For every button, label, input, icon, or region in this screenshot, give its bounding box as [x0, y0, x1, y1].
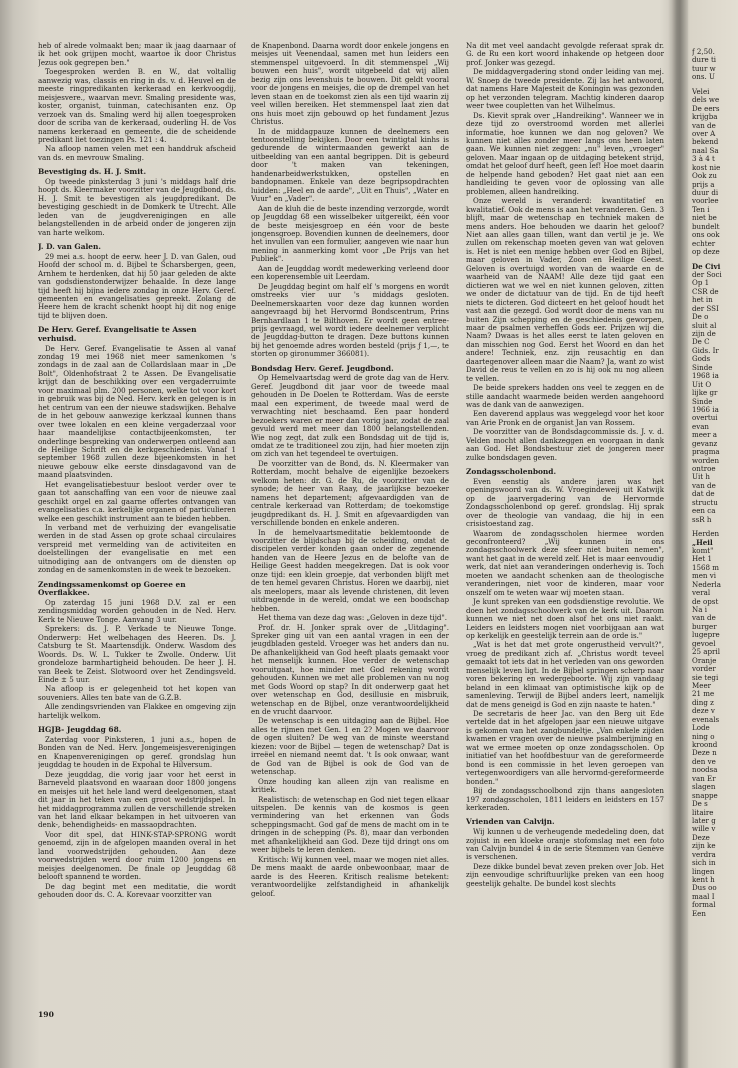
right-page-text-fragment: kroond	[692, 741, 718, 749]
article-paragraph: Op Hemelvaartsdag werd de grote dag van de Herv. Geref. Jeugdbond dit jaar voor de tweede maal gehouden in De Doelen te Rotterdam. Was de eerste maal een experiment, de tweede maal werd de verwachting niet beschaamd. Een paar honderd bezoekers waren er meer dan vorig jaar, zodat de zaal gevuld werd met meer dan 1800 belangstellenden. Wie nog zegt, dat zulk een Bondsdag uit de tijd is, omdat ze te traditioneel zou zijn, had hier moeten zijn om zich van het tegendeel te overtuigen.	[251, 373, 449, 459]
right-page-text-fragment: Oranje	[692, 656, 717, 665]
article-paragraph: Zaterdag voor Pinksteren, 1 juni a.s., hopen de Bonden van de Ned. Herv. Jongemeisjesverenigingen en Knapenverenigingen op geref. grondslag hun jeugddag te houden in de Expohal te Hilversum.	[38, 734, 236, 770]
right-page-text-fragment: Deze	[692, 833, 710, 842]
right-page-text-fragment: ssR h	[692, 515, 712, 524]
right-page-text-fragment: der Soci	[692, 270, 722, 279]
right-page-text-fragment: ons ook	[692, 231, 720, 240]
right-page-text-fragment: sie tegi	[692, 673, 719, 682]
right-page-text-fragment: niet be	[692, 214, 717, 223]
article-heading: Zendingssamenkomst op Goeree en Overflakkee.	[38, 579, 186, 598]
right-page-text-fragment: burger	[692, 622, 717, 631]
right-page-text-fragment: 1568 m	[692, 563, 720, 572]
right-page-text-fragment: 3 à 4 t	[692, 155, 715, 164]
right-page-text-fragment: pragma	[692, 448, 720, 457]
right-page-text-fragment: dels we	[692, 96, 720, 105]
right-page-text-fragment: later g	[692, 816, 716, 825]
right-page-text-fragment: van de	[692, 481, 716, 490]
right-page-text-fragment: Ook zu	[692, 172, 717, 181]
right-page-text-fragment: kost nie	[692, 163, 721, 172]
right-page-text-fragment: litaire	[692, 808, 714, 817]
article-paragraph: 29 mei a.s. hoopt de eerw. heer J. D. van Galen, oud Hoofd der school m. d. Bijbel te Scharsbergen, geen, Arnhem te herdenken, dat hij 50 jaar geleden de akte van godsdienstonderwijzer behaalde. In deze lange tijd heeft hij bijna iedere zondag in onze Herv. Geref. gemeenten en evangelisaties gepreekt. Zolang de Heere hem de kracht schenkt hoopt hij dit nog enige tijd te blijven doen.	[38, 251, 236, 320]
right-page-text-fragment: ning o	[692, 732, 715, 741]
article-heading: HGJB- Jeugddag 68.	[38, 725, 122, 735]
right-page-text-fragment: ons. U	[692, 73, 715, 82]
right-page-text-fragment: Gods	[692, 355, 711, 364]
right-page-text-fragment: lingen	[692, 867, 715, 876]
right-page-text-fragment: Dus oo	[692, 884, 717, 893]
right-page-text-fragment: lugepre	[692, 631, 720, 640]
article-paragraph: De dag begint met een meditatie, die wordt gehouden door ds. C. A. Korevaar voorzitter van	[38, 881, 236, 900]
column-3	[466, 42, 664, 1002]
right-page-text-fragment: Uit h	[692, 473, 710, 482]
right-page-text-fragment: de opst	[692, 597, 719, 606]
right-page-text-fragment: wille v	[692, 825, 716, 834]
article-paragraph: De beide sprekers hadden ons veel te zeggen en de stille aandacht waarmede beiden werden aangehoord was de dank van de aanwezigen.	[466, 383, 664, 410]
right-page-text-fragment: voorlee	[692, 197, 719, 206]
article-heading: Bondsdag Herv. Geref. Jeugdbond.	[251, 363, 394, 373]
right-page-text-fragment: ding z	[692, 698, 714, 707]
article-paragraph: Onze houding kan alleen zijn van realisme en kritiek.	[251, 776, 449, 795]
article-paragraph: heb of alrede volmaakt ben; maar ik jaag daarnaar of ik het ook grijpen mocht, waartoe ik door Christus Jezus ook gegrepen ben."	[38, 42, 236, 67]
right-page-text-fragment: echter	[692, 239, 716, 248]
right-page-text-fragment: Velei	[692, 87, 710, 96]
article-paragraph: Na afloop is er gelegenheid tot het kopen van souveniers. Alles ten bate van de G.Z.B.	[38, 684, 236, 702]
article-paragraph: Waarom de zondagsscholen hiermee worden geconfronteerd? „Wij kunnen in ons zondagsschoolwerk deze sfeer niet buiten nemen", want het gaat in de wereld zelf. Het is maar eenvoudig werk, dat niet aan veranderingen onderhevig is. Toch moeten we aandacht schenken aan de theologische veranderingen, niet voor de kinderen, maar voor onszelf om te weten waar wij moeten staan.	[466, 528, 664, 597]
right-page-text-fragment: men vi	[692, 572, 717, 581]
right-page-text-fragment: structu	[692, 498, 718, 507]
right-page-text-fragment: sluit al	[692, 321, 717, 330]
article-paragraph: Aan de Jeugddag wordt medewerking verleend door een koperensemble uit Leerdam.	[251, 263, 449, 282]
right-page-text-fragment: gevanz	[692, 439, 718, 448]
right-page-text-fragment: 21 me	[692, 690, 715, 699]
right-page-text-fragment: 25 april	[692, 648, 720, 657]
article-paragraph: De voorzitter van de Bondsdagcommissie ds. J. v. d. Velden mocht allen dankzeggen en voorgaan in dank aan God. Het Bondsbestuur ziet de jongeren meer zulke bondsdagen geven.	[466, 427, 664, 462]
right-page-text-fragment: De Civi	[692, 262, 721, 271]
right-page-edge	[692, 48, 738, 1018]
right-page-text-fragment: deze v	[692, 707, 715, 716]
article-paragraph: Deze jeugddag, die vorig jaar voor het eerst in Barneveld plaatsvond en waaraan door 1800 jongens en meisjes uit het hele land werd deelgenomen, staat dit jaar in het teken van een groot wedstrijdspel. In het middagprogramma zullen de verschillende streken van het land elkaar bekampen in het uitvoeren van denk-, behendigheids- en massaopdrachten.	[38, 769, 236, 830]
right-page-text-fragment: het in	[692, 296, 713, 305]
article-heading: Bevestiging ds. H. J. Smit.	[38, 167, 147, 177]
right-page-text-strip	[692, 48, 738, 918]
article-paragraph: De voorzitter van de Bond, ds. N. Kleermaker van Rotterdam, mocht behalve de eigenlijke bezoekers welkom heten: dr. G. de Ru, de voorzitter van de synode; de heer van Raay, de jaarlijkse bezoeker namens het departement; afgevaardigden van de centrale kerkeraad van Rotterdam; de toekomstige jeugdpredikant ds. H. J. Smit en afgevaardigden van verschillende bonden en enkele anderen.	[251, 458, 449, 528]
right-page-text-fragment: overtui	[692, 414, 718, 423]
right-page-text-fragment: Uit O	[692, 380, 712, 389]
right-page-text-fragment: komt"	[692, 546, 714, 555]
right-page-text-fragment: bekend	[692, 138, 719, 147]
article-paragraph: Bij de zondagsschoolbond zijn thans aangesloten 197 zondagsscholen, 1811 leiders en leidsters en 157 kerkeraden.	[466, 786, 664, 813]
article-paragraph: Het thema van deze dag was: „Geloven in deze tijd".	[258, 613, 447, 623]
right-page-text-fragment: dure ti	[692, 56, 717, 65]
article-paragraph: „Wat is het dat met grote ongerustheid vervult?", vroeg de predikant zich af. „Christus wordt teveel gemaakt tot iets dat in het verleden van ons geworden menselijk leven ligt. In de Bijbel springen scherp naar voren bekering en wedergeboorte. Wij zijn vandaag beland in een klimaat van optimistische kijk op de samenleving. Terwijl de Bijbel anders leert, namelijk dat de mens geneigd is God en zijn naaste te haten."	[466, 640, 664, 709]
right-page-text-fragment: snappe	[692, 791, 718, 800]
right-page-text-fragment: van de	[692, 121, 716, 130]
right-page-text-fragment: duur di	[692, 189, 719, 197]
right-page-text-fragment: Sinde	[692, 363, 713, 372]
right-page-text-fragment: vorder	[692, 665, 716, 674]
article-paragraph: Realistisch: de wetenschap en God niet tegen elkaar uitspelen. De kennis van de kosmos is geen vermindering van het erkennen van Gods scheppingsmacht. God gaf de mens de macht om in te dringen in de schepping (Ps. 8), maar dan verbonden met afhankelijkheid aan God. Deze tijd dringt ons om weer bijbels te leren denken.	[251, 794, 449, 855]
right-page-text-fragment: evenals	[692, 715, 720, 724]
article-paragraph: Het evangelisatiebestuur besloot verder over te gaan tot aanschaffing van een voor de nieuwe zaal geschikt orgel en zal gaarne offertes ontvangen van evangelisaties c.a. kerkelijke organen of particulieren welke een geschikt instrument aan te bieden hebben.	[38, 479, 236, 523]
article-heading: Zondagsscholenbond.	[466, 467, 557, 477]
right-page-text-fragment: Deze n	[692, 749, 717, 758]
right-page-text-fragment: Sinde	[692, 397, 713, 406]
article-heading: Vrienden van Calvijn.	[466, 817, 555, 827]
right-page-text-fragment: zijn ke	[692, 842, 716, 851]
right-page-text-fragment: Het 1	[692, 555, 713, 564]
right-page-text-fragment: evan	[692, 422, 710, 431]
right-page-text-fragment: zijn de	[692, 330, 716, 338]
right-page-text-fragment: Op 1	[692, 279, 710, 288]
right-page-text-fragment: sich in	[692, 859, 716, 868]
right-page-text-fragment: Na i	[692, 606, 707, 614]
right-page-text-fragment: CSR de	[692, 287, 719, 296]
right-page-text-fragment: Een	[692, 909, 706, 918]
right-page-text-fragment: maal I	[692, 892, 715, 901]
article-paragraph: Op tweede pinksterdag 3 juni 's middags half drie hoopt ds. Kleermaker voorzitter van de Jeugdbond, ds. H. J. Smit te bevestigen als jeugdpredikant. De bevestiging geschiedt in de Domkerk te Utrecht. Alle leden van de jeugdverenigingen en alle belangstellenden in de arbeid onder de jongeren zijn van harte welkom.	[38, 176, 236, 237]
article-paragraph: Ds. Kievit sprak over „Handreiking". Wanneer we in deze tijd zo overstroomd worden met allerlei informatie, hoe kunnen we dan nog geloven? We kunnen niet alles zonder meer langs ons heen laten gaan. We kunnen niet zeggen: „nu" leven, „vroeger" geloven. Maar ingaan op de uitdaging betekent strijd, omdat het geloof durf heeft, geen lef! Hoe moet daarin de helpende hand geboden? Het gaat niet aan een handleiding te geven voor de oplossing van alle problemen, alleen handreiking.	[466, 110, 664, 196]
right-page-text-fragment: Herden	[692, 530, 720, 539]
article-heading: J. D. van Galen.	[38, 242, 101, 252]
right-page-text-fragment: De s	[692, 800, 708, 809]
right-page-text-fragment: verdra	[692, 850, 716, 859]
right-page-text-fragment: gevoel	[692, 639, 716, 648]
right-page-text-fragment: naal Sa	[692, 146, 719, 155]
page-number: 190	[38, 1010, 54, 1019]
right-page-text-fragment: „Heil	[692, 538, 713, 547]
right-page-text-fragment: ontroe	[692, 465, 716, 473]
right-page-text-fragment: 1968 ia	[692, 372, 719, 381]
column-2	[251, 42, 449, 1002]
right-page-text-fragment: krijgba	[692, 113, 718, 122]
right-page-text-fragment: dat de	[692, 490, 715, 499]
article-paragraph: In de hemelvaartsmeditatie beklemtoonde de voorzitter de blijdschap bij de scheiding, omdat de discipelen verder konden gaan onder de zegenende handen van de Heere Jezus en de belofte van de Heilige Geest hadden meegekregen. Dat is ook voor onze tijd: een klein groepje, dat verbonden blijft met de ten hemel gevaren Christus. Horen we daarbij, niet als meelopers, maar als levende christenen, dit leven uitdragende in de wereld, omdat we een boodschap hebben.	[251, 527, 449, 613]
article-paragraph: Onze wereld is veranderd: kwantitatief en kwalitatief. Ook de mens is aan het veranderen. Gen. 3 blijft, maar de wetenschap en techniek maken de mens anders. Hoe behouden we daarin het geloof? Niet aan alles gaan tillen, want dan vertil je je. We zullen om rekenschap moeten geven van wat geloven is. Het is niet een menige hebben over God en Bijbel, maar geloven in Vader, Zoon en Heilige Geest. Geloven is overtuigd worden van de waarde en de waarheid van de NAAM! Alle deze tijd gaat een dictieren wat we wel en niet kunnen geloven, zitten we onder de dictatuur van de tijd. En de tijd heeft niets te dicteren. God dicteert en het geloof houdt het vast aan die gezegd. God wordt door de mens van nu buiten Zijn schepping en de geschiedenis geworpen, maar de psalmen verheffen Gods eer. Prijzen wij die Naam? Dwaas is het alles eerst te laten geloven en dan misschien nog God. Eerst het Woord en dan het andere! Techniek, enz. zijn reusachtig en dan daartegenover alleen maar die Naam? Ja, want zo wist David de reus te vellen en zo is hij ook nu nog alleen te vellen.	[466, 196, 664, 383]
column-1	[38, 42, 236, 1002]
right-page-text-fragment: lijke gr	[692, 389, 718, 398]
article-paragraph: De wetenschap is een uitdaging aan de Bijbel. Hoe alles te rijmen met Gen. 1 en 2? Mogen we daarvoor de ogen sluiten? De weg van de minste weerstand kiezen: voor de Bijbel — tegen de wetenschap? Dat is irreëel en niemand neemt dat. 't Is ook onwaar, want de God van de Bijbel is ook de God van de wetenschap.	[251, 716, 449, 777]
right-page-text-fragment: De C	[692, 338, 710, 347]
page-fold-shadow	[668, 0, 688, 1068]
right-page-text-fragment: 1966 ia	[692, 405, 719, 414]
right-page-text-fragment: op deze	[692, 248, 720, 257]
right-page-text-fragment: slagen	[692, 783, 716, 792]
right-page-text-fragment: Meer	[692, 681, 712, 690]
right-page-text-fragment: noodsa	[692, 766, 718, 775]
article-paragraph: Toegesproken werden B. en W., dat voltallig aanwezig was, classis en ring in ds. v. d. Heuvel en de meeste ringpredikanten kerkeraad en kerkvoogdij, meisjesvere., waarvan mevr. Smaling presidente was, koster, organist, tuinman, catechisanten enz. Op verzoek van ds. Smaling werd hij allen toegesproken door de scriba van de kerkeraad, ouderling H. de Vos namens kerkeraad en gemeente, die de scheidende predikant liet toezingen Ps. 121 : 4.	[38, 67, 236, 144]
article-paragraph: Een daverend applaus was weggelegd voor het koor van Arie Pronk en de organist Jan van Rossem.	[466, 409, 664, 427]
article-paragraph: Op zaterdag 15 juni 1968 D.V. zal er een zendingsmiddag worden gehouden in de Ned. Herv. Kerk te Nieuwe Tonge. Aanvang 3 uur.	[38, 597, 236, 624]
right-page-text-fragment: ƒ 2,50.	[692, 48, 715, 56]
right-page-text-fragment: Gids. Ir	[692, 346, 719, 355]
article-paragraph: Even eenstig als andere jaren was het openingswoord van ds. W. Vroegindeweij uit Katwijk op de jaarvergadering van de Hervormde Zondagsscholenbond op geref. grondslag. Hij sprak over de theologie van vandaag, die hij in een crisistoestand zag.	[466, 476, 664, 529]
article-paragraph: In verband met de verhuizing der evangelisatie werden in de stad Assen op grote schaal circulaires verspreid met vermelding van de activiteiten en doelstellingen der evangelisatie en met een uitnodiging aan de ontvangers om de diensten op zondag en de samenkomsten in de week te bezoeken.	[38, 523, 236, 575]
article-paragraph: Voor dit spel, dat HINK-STAP-SPRONG wordt genoemd, zijn in de afgelopen maanden overal in het land voorwedstrijden gehouden. Aan deze voorwedstrijden werd door ruim 1200 jongens en meisjes deelgenomen. De finale op Jeugddag 68 belooft spannend te worden.	[38, 829, 236, 882]
article-paragraph: Alle zendingsvrienden van Flakkee en omgeving zijn hartelijk welkom.	[38, 702, 236, 720]
right-page-text-fragment: Ten i	[692, 205, 710, 214]
article-paragraph: Wij kunnen u de verheugende mededeling doen, dat zojuist in een kloeke oranje stofomslag met een foto van Calvijn bundel 4 in de serie Stemmen van Genève is verschenen.	[466, 827, 664, 862]
right-page-text-fragment: van Er	[692, 774, 716, 783]
article-paragraph: Je kunt spreken van een godsdienstige revolutie. We doen het zondagsschoolwerk van de kerk uit. Daarom kunnen we niet net doen alsof het ons niet raakt. Leiders en leidsters mogen niet voorbijgaan aan wat op kerkelijk en geestelijk terrein aan de orde is."	[466, 597, 664, 640]
right-page-text-fragment: prijs a	[692, 180, 715, 189]
right-page-text-fragment: worden	[692, 456, 720, 465]
right-page-text-fragment: over A	[692, 129, 716, 138]
right-page-text-fragment: den ve	[692, 757, 716, 766]
article-paragraph: In de middagpauze kunnen de deelnemers een tentoonstelling bekijken. Door een twintigtal kinhs is gedurende de wintermaanden gewerkt aan de uitbeelding van een aantal begrippen. Dit is gebeurd door 't maken van tekeningen, handenarbeidwerkstukken, opstellen en bandopnamen. Enkele van deze begripsopdrachten luidden: „Heel en de aarde", „Uit en Thuis", „Water en Vuur" en „Vader".	[251, 126, 449, 204]
article-paragraph: Deze dikke bundel bevat zeven preken over Job. Het zijn eenvoudige schriftuurlijke preken van een hoog geestelijk gehalte. De bundel kost slechts	[466, 861, 664, 888]
right-page-text-fragment: Nederla	[692, 580, 722, 589]
right-page-text-fragment: De o	[692, 313, 709, 322]
right-page-text-fragment: Lode	[692, 724, 710, 733]
article-paragraph: Na afloop namen velen met een handdruk afscheid van ds. en mevrouw Smaling.	[38, 144, 236, 162]
right-page-text-fragment: kent h	[692, 876, 715, 884]
right-page-text-fragment: meer a	[692, 431, 717, 440]
article-paragraph: De Jeugddag begint om half elf 's morgens en wordt omstreeks vier uur 's middags gesloten. Deelnemerskaarten voor deze dag kunnen worden aangevraagd bij het Hervormd Bondscentrum, Prins Bernhardlaan 1 te Bilthoven. Er wordt geen entree-prijs gevraagd, wel wordt iedere deelnemer verplicht de Jeugddag-button te dragen. Deze buttons kunnen bij het genoemde adres worden besteld (prijs ƒ 1,—, te storten op gironummer 366081).	[251, 281, 449, 359]
article-paragraph: Prof. dr. H. Jonker sprak over de „Uitdaging". Spreker ging uit van een aantal vragen in een der jeugdbladen gesteld. Vroeger was het anders dan nu. De afhankelijkheid van God heeft plaats gemaakt voor het menselijk kunnen. Hoe verder de wetenschap vooruitgaat, hoe minder met God rekening wordt gehouden. Kunnen we met alle problemen van nu nog met Gods Woord op stap? In dit onderwerp gaat het over wetenschap en God, desillusie en misbruik, wetenschap en de Bijbel, onze verantwoordelijkheid en de vrucht daarvoor.	[251, 622, 449, 717]
article-paragraph: De secretaris de heer Jac. van den Berg uit Ede vertelde dat in het afgelopen jaar een nieuwe uitgave is gekomen van het zangbundeltje. „Van enkele zijden kwamen er vragen over de nieuwe psalmberijming en wat we ermee moeten op onze zondagsscholen. Op initiatief van het hoofdbestuur van de gereformeerde bond is een commissie in het leven geroepen van vertegenwoordigers van alle hervormd-gereformeerde bonden."	[466, 709, 664, 786]
article-paragraph: Aan de kluh die de beste inzending verzorgde, wordt op Jeugddag 68 een wisselbeker uitgereikt, één voor de beste meisjesgroep en één voor de beste jongensgroep. Bovendien kunnen de deelnemers, door het invullen van een formulier, aangeven wie naar hun mening in aanmerking komt voor „De Prijs van het Publiek".	[251, 203, 449, 264]
right-page-text-fragment: formal	[692, 901, 716, 910]
article-paragraph: Sprekers: ds. J. P. Verkade te Nieuwe Tonge. Onderwerp: Het welbehagen des Heeren. Ds. J. Catsburg te St. Maartensdijk. Onderw. Wasdom des Woords. Ds. W. L. Tukker te Zwolle. Onderw. Uit grondeloze barmhartigheid behouden. De heer J. H. van Beek te Zeist. Slotwoord over het Zendingsveld. Einde ± 5 uur.	[38, 624, 236, 685]
article-paragraph: Na dit met veel aandacht gevolgde referaat sprak dr. G. de Ru een kort woord inhakende op hetgeen door prof. Jonker was gezegd.	[466, 42, 664, 67]
right-page-text-fragment: een ca	[692, 507, 716, 516]
article-paragraph: Kritisch: Wij kunnen veel, maar we mogen niet alles. De mens maakt de aarde onbewoonbaar, maar de aarde is des Heeren. Kritisch realisme betekent: verantwoordelijke zelfstandigheid in afhankelijk geloof.	[251, 854, 449, 898]
left-page	[38, 42, 666, 1042]
article-paragraph: De middagvergadering stond onder leiding van mej. W. Snoep de tweede presidente. Zij las het antwoord, dat namens Hare Majesteit de Koningin was gezonden op het verzonden telegram. Machtig kinderen daarop weer twee coupletten van het Wilhelmus.	[466, 67, 664, 111]
right-page-text-fragment: der SSI	[692, 304, 719, 313]
article-heading: De Herv. Geref. Evangelisatie te Assen verhuisd.	[38, 325, 197, 343]
right-page-text-fragment: van de	[692, 614, 716, 623]
right-page-text-fragment: veral	[692, 589, 711, 598]
right-page-text-fragment: bundelt	[692, 222, 720, 231]
right-page-text-fragment: tuur w	[692, 64, 716, 73]
article-paragraph: De Herv. Geref. Evangelisatie te Assen al vanaf zondag 19 mei 1968 niet meer samenkomen 's zondags in de zaal aan de Collardslaan maar in „De Bolt", Oldenhofstraat 2 te Assen. De Evangelisatie krijgt dan de beschikking over een vergaderruimte voor maximaal plm. 200 personen, welke tot voor kort in gebruik was bij de Ned. Herv. kerk en gelegen is in het centrum van een der nieuwe stadswijken. Behalve de in het gebouw aanwezige kerkzaal kunnen thans over twee lokalen en een kleine vergaderzaal voor haar maandelijkse contactbijeenkomsten, ter onderlinge bespreking van onderwerpen ontleend aan de Heilige Schrift en de kerkgeschiedenis. Vanaf 1 september 1968 zullen deze bijeenkomsten in het nieuwe gebouw elke eerste dinsdagavond van de maand plaatsvinden.	[38, 343, 236, 480]
article-paragraph: de Knapenbond. Daarna wordt door enkele jongens en meisjes uit Veenendaal, samen met hun leiders een stemmenspel uitgevoerd. In dit stemmenspel „Wij bouwen een huis", wordt uitgebeeld dat wij allen bezig zijn ons levenshuis te bouwen. Dit geldt vooral voor de jongens en meisjes, die op de drempel van het leven staan en de toekomst zien als een tijd waarin zij veel willen bereiken. Het stemmenspel laat zien dat ons huis moet zijn gebouwd op het fundament Jezus Christus.	[251, 42, 449, 127]
right-page-text-fragment: De eers	[692, 104, 720, 113]
